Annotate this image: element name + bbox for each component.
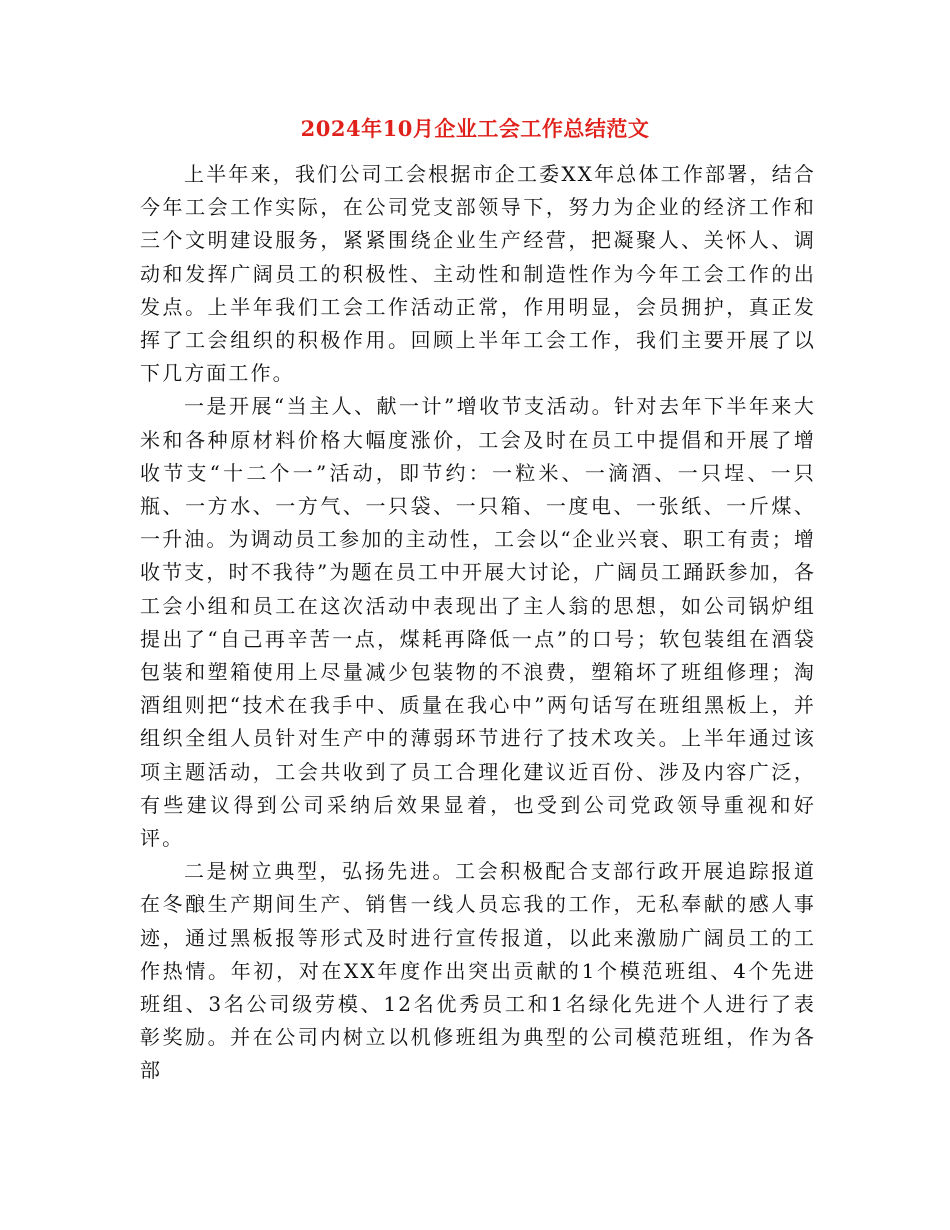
paragraph-cost-saving: 一是开展“当主人、献一计”增收节支活动。针对去年下半年来大米和各种原材料价格大幅度涨价，工会及时在员工中提倡和开展了增收节支“十二个一”活动，即节约：一粒米、一滴酒、一只埕、一只瓶、一方水、一方气、一只袋、一只箱、一度电、一张纸、一斤煤、一升油。为调动员工参加的主动性，工会以“企业兴衰、职工有责；增收节支，时不我待”为题在员工中开展大讨论，广阔员工踊跃参加，各工会小组和员工在这次活动中表现出了主人翁的思想，如公司锅炉组提出了“自己再辛苦一点，煤耗再降低一点”的口号；软包装组在酒袋包装和塑箱使用上尽量减少包装物的不浪费，塑箱坏了班组修理；淘酒组则把“技术在我手中、质量在我心中”两句话写在班组黑板上，并组织全组人员针对生产中的薄弱环节进行了技术攻关。上半年通过该项主题活动，工会共收到了员工合理化建议近百份、涉及内容广泛，有些建议得到公司采纳后效果显着，也受到公司党政领导重视和好评。 (140, 394, 816, 851)
paragraph-intro: 上半年来，我们公司工会根据市企工委XX年总体工作部署，结合今年工会工作实际，在公司党支部领导下，努力为企业的经济工作和三个文明建设服务，紧紧围绕企业生产经营，把凝聚人、关怀人、调动和发挥广阔员工的积极性、主动性和制造性作为今年工会工作的出发点。上半年我们工会工作活动正常，作用明显，会员拥护，真正发挥了工会组织的积极作用。回顾上半年工会工作，我们主要开展了以下几方面工作。 (140, 162, 816, 386)
document-body (140, 158, 816, 1088)
paragraph-role-models: 二是树立典型，弘扬先进。工会积极配合支部行政开展追踪报道在冬酿生产期间生产、销售一线人员忘我的工作，无私奉献的感人事迹，通过黑板报等形式及时进行宣传报道，以此来激励广阔员工的工作热情。年初，对在XX年度作出突出贡献的1个模范班组、4个先进班组、3名公司级劳模、12名优秀员工和1名绿化先进个人进行了表彰奖励。并在公司内树立以机修班组为典型的公司模范班组，作为各部 (140, 859, 816, 1083)
document-title: 2024年10月企业工会工作总结范文 (300, 116, 650, 141)
